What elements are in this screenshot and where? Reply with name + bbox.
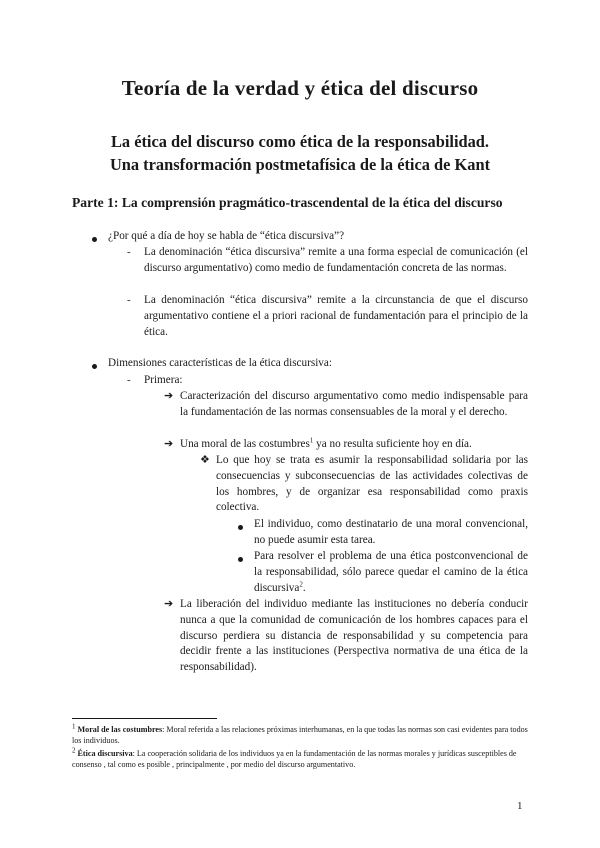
diamond-bullet-icon: ❖ (200, 454, 210, 466)
bullet-2-text: Dimensiones características de la ética discursiva: (108, 357, 332, 369)
footnote-separator (72, 718, 217, 719)
bullet-icon (92, 364, 97, 369)
arrow-icon: ➔ (164, 390, 174, 402)
primera-label: Primera: (144, 374, 183, 386)
bullet-icon (92, 237, 97, 242)
bullet-icon (238, 525, 243, 530)
dash-icon: - (127, 374, 131, 386)
arrow-icon: ➔ (164, 598, 174, 610)
document-title: Teoría de la verdad y ética del discurso (121, 76, 479, 100)
arrow-item-2: Una moral de las costumbres$^1$ ya no resulta suficiente hoy en día. (180, 436, 472, 450)
bullet-1-sub-2: La denominación “ética discursiva” remite a la circunstancia de que el discurso argumentativo contiene el a priori racional de fundamentación para el principio de la ética. (144, 294, 528, 338)
subtitle-line-1: La ética del discurso como ética de la responsabilidad. (110, 132, 490, 151)
bullet-icon (238, 557, 243, 562)
dash-icon: - (127, 246, 131, 258)
footnote-1: $^1$ Moral de las costumbres: Moral referida a las relaciones próximas interhumanas, en la que todas las normas son casi evidentes para todos los individuos. (72, 722, 528, 745)
arrow-item-1: Caracterización del discurso argumentativo como medio indispensable para la fundamentación de las normas consensuables de la moral y el derecho. (180, 390, 528, 418)
arrow-item-3: La liberación del individuo mediante las instituciones no debería conducir nunca a que la comunidad de comunicación de los hombres capaces para el discurso perdiera su distancia de responsabilidad y su competencia para decidir frente a las instituciones (Perspectiva normativa de una ética de la responsabilidad). (180, 598, 528, 674)
sub-bullet-2: Para resolver el problema de una ética postconvencional de la responsabilidad, sólo parece quedar el camino de la ética discursiva$^2$. (254, 550, 528, 594)
diamond-item: Lo que hoy se trata es asumir la responsabilidad solidaria por las consecuencias y subconsecuencias de las actividades colectivas de los hombres, y de organizar esa responsabilidad como praxis colectiva. (216, 454, 528, 514)
part-heading: Parte 1: La comprensión pragmático-trascendental de la ética del discurso (72, 195, 503, 210)
sub-bullet-1: El individuo, como destinatario de una moral convencional, no puede asumir esta tarea. (254, 518, 528, 546)
bullet-1-text: ¿Por qué a día de hoy se habla de “ética discursiva”? (108, 230, 345, 242)
subtitle-line-2: Una transformación postmetafísica de la ética de Kant (109, 155, 491, 174)
arrow-icon: ➔ (164, 438, 174, 450)
footnote-ref-2: 2 (299, 579, 303, 588)
footnote-2: $^2$ Ética discursiva: La cooperación solidaria de los individuos ya en la fundamentación de las normas morales y jurídicas susceptibles de consenso , tal como es posible , principalmente , por medio del discurso argumentativo. (72, 746, 517, 769)
document-subtitle (0, 130, 600, 176)
bullet-1-sub-1: La denominación “ética discursiva” remite a una forma especial de comunicación (el discurso argumentativo) como medio de fundamentación concreta de las normas. (144, 246, 528, 274)
footnote-ref-1: 1 (309, 436, 314, 445)
page-number: 1 (517, 800, 523, 812)
dash-icon: - (127, 294, 131, 306)
